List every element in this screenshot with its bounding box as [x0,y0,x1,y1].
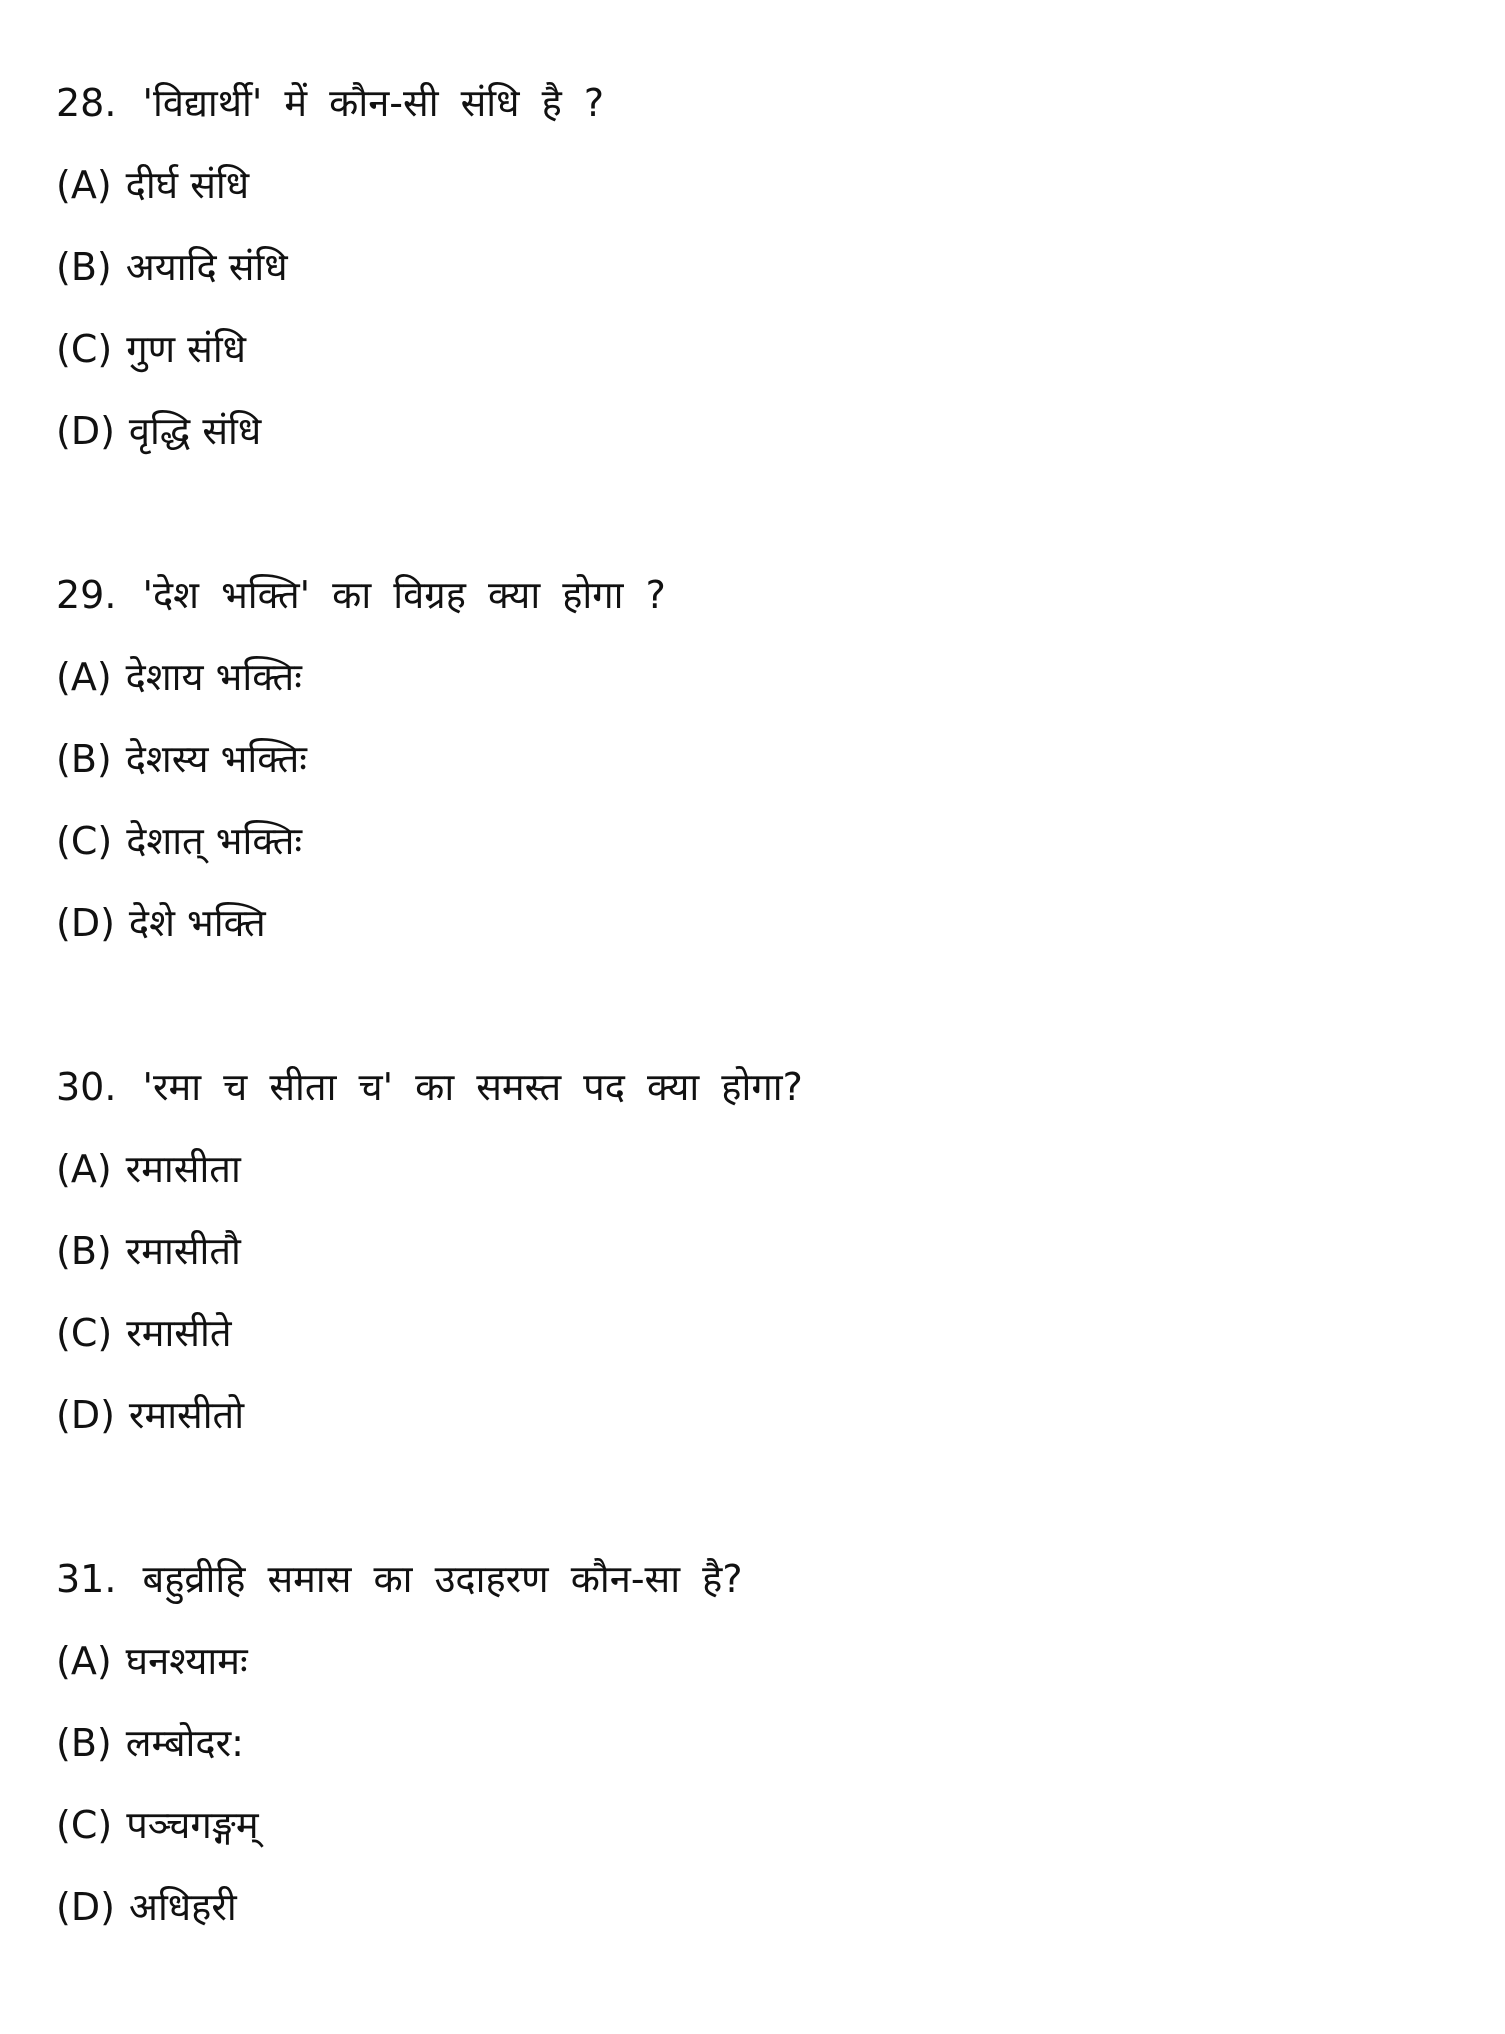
option-b[interactable] [56,226,1456,308]
option-text: देशे भक्ति [128,901,266,945]
option-a[interactable] [56,1128,1456,1210]
option-text: घनश्यामः [125,1639,248,1683]
option-b[interactable] [56,1702,1456,1784]
option-d[interactable] [56,882,1456,964]
option-letter: (D) [56,1393,115,1437]
option-text: गुण संधि [126,327,247,371]
question-stem [56,62,1456,144]
option-letter: (B) [56,737,112,781]
question-29 [56,554,1456,964]
question-stem [56,554,1456,636]
option-text: देशाय भक्तिः [125,655,302,699]
option-letter: (A) [56,1147,112,1191]
option-text: दीर्घ संधि [125,163,250,207]
question-28 [56,62,1456,472]
option-text: लम्बोदर: [125,1721,244,1765]
question-text: बहुव्रीहि समास का उदाहरण कौन-सा है? [142,1557,743,1601]
option-a[interactable] [56,144,1456,226]
question-text: 'विद्यार्थी' में कौन-सी संधि है ? [142,81,605,125]
question-31 [56,1538,1456,1948]
option-letter: (B) [56,245,112,289]
option-text: रमासीता [125,1147,241,1191]
option-d[interactable] [56,1374,1456,1456]
option-b[interactable] [56,1210,1456,1292]
question-text: 'रमा च सीता च' का समस्त पद क्या होगा? [142,1065,803,1109]
option-letter: (A) [56,163,112,207]
option-text: पञ्चगङ्गम् [126,1803,259,1847]
option-d[interactable] [56,390,1456,472]
question-number: 28. [56,81,117,125]
option-letter: (C) [56,1311,113,1355]
question-30 [56,1046,1456,1456]
option-d[interactable] [56,1866,1456,1948]
option-letter: (A) [56,1639,112,1683]
option-letter: (A) [56,655,112,699]
option-c[interactable] [56,1784,1456,1866]
option-letter: (C) [56,1803,113,1847]
option-letter: (C) [56,327,113,371]
option-c[interactable] [56,800,1456,882]
question-text: 'देश भक्ति' का विग्रह क्या होगा ? [142,573,666,617]
option-text: वृद्धि संधि [128,409,262,453]
option-text: रमासीतो [128,1393,245,1437]
option-text: अयादि संधि [125,245,288,289]
question-stem [56,1046,1456,1128]
option-letter: (B) [56,1721,112,1765]
option-letter: (D) [56,901,115,945]
option-text: अधिहरी [128,1885,237,1929]
option-text: देशात् भक्तिः [126,819,303,863]
option-text: रमासीते [126,1311,232,1355]
option-a[interactable] [56,1620,1456,1702]
option-c[interactable] [56,1292,1456,1374]
option-a[interactable] [56,636,1456,718]
question-stem [56,1538,1456,1620]
question-number: 29. [56,573,117,617]
option-letter: (D) [56,1885,115,1929]
option-letter: (B) [56,1229,112,1273]
option-letter: (D) [56,409,115,453]
option-c[interactable] [56,308,1456,390]
option-text: रमासीतौ [125,1229,241,1273]
option-text: देशस्य भक्तिः [125,737,307,781]
option-letter: (C) [56,819,113,863]
question-number: 31. [56,1557,117,1601]
option-b[interactable] [56,718,1456,800]
question-number: 30. [56,1065,117,1109]
